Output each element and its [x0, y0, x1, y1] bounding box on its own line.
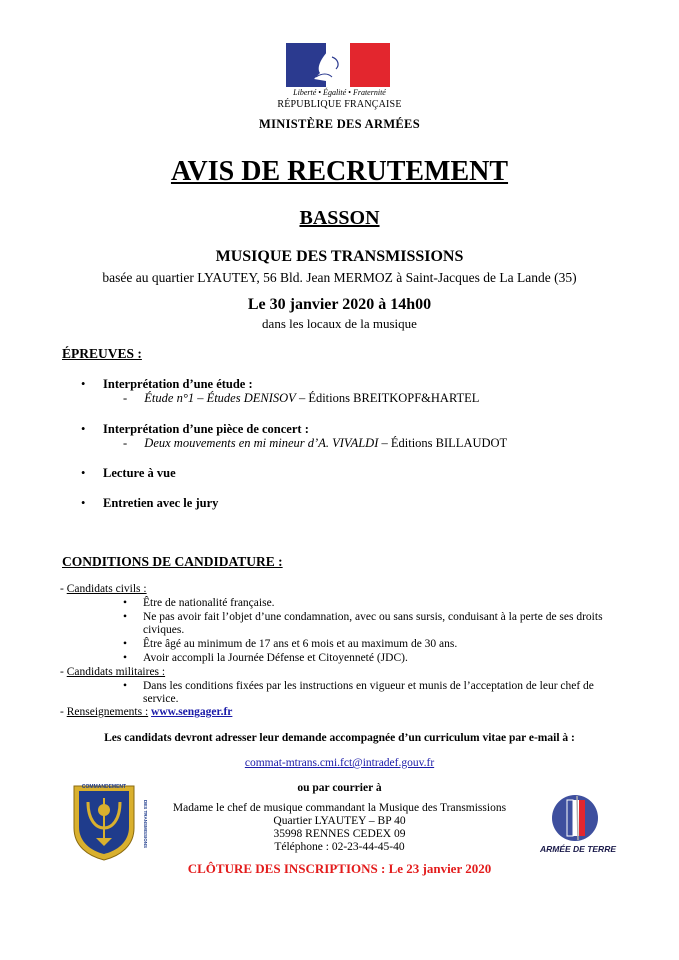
organization-name: MUSIQUE DES TRANSMISSIONS: [215, 248, 464, 265]
recipient-city: 35998 RENNES CEDEX 09: [273, 828, 406, 840]
detail-dash: -: [123, 391, 128, 405]
list-dash: -: [60, 666, 67, 678]
marianne-logo-icon: [286, 43, 390, 87]
detail-dash: -: [123, 436, 128, 450]
detail-italic: Étude n°1 – Études DENISOV: [144, 391, 296, 405]
militaires-label-text: Candidats militaires :: [66, 666, 166, 678]
detail-italic: Deux mouvements en mi mineur d’A. VIVALDI: [144, 436, 379, 450]
list-dash: -: [60, 583, 67, 595]
condition-item-cont: civiques.: [143, 624, 185, 636]
instrument-title: BASSON: [299, 207, 380, 229]
armee-de-terre-text: ARMÉE DE TERRE: [539, 844, 617, 854]
renseignements-label: Renseignements :: [66, 706, 149, 718]
detail-normal: – Éditions BREITKOPF&HARTEL: [295, 391, 480, 405]
epreuve-detail: [123, 436, 507, 451]
closing-deadline: CLÔTURE DES INSCRIPTIONS : Le 23 janvier 2020: [187, 861, 492, 876]
condition-item: • Ne pas avoir fait l’objet d’une condamnation, avec ou sans sursis, conduisant à la perte de ses droits: [143, 611, 603, 625]
page-title: AVIS DE RECRUTEMENT: [170, 156, 509, 187]
condition-item: • Avoir accompli la Journée Défense et Citoyenneté (JDC).: [143, 652, 408, 666]
sengager-link[interactable]: www.sengager.fr: [151, 706, 233, 718]
application-instruction: Les candidats devront adresser leur demande accompagnée d’un curriculum vitae par e-mail à :: [104, 732, 575, 744]
badge-text-side: DES TRANSMISSIONS: [143, 800, 148, 849]
renseignements-line: [60, 706, 232, 720]
audition-place: dans les locaux de la musique: [262, 316, 417, 331]
epreuve-item: • Lecture à vue: [103, 466, 176, 481]
commandement-transmissions-badge-icon: [70, 780, 138, 862]
candidats-civils-label: [60, 583, 147, 597]
armee-de-terre-logo-icon: [548, 794, 602, 842]
epreuve-item: • Entretien avec le jury: [103, 496, 218, 511]
recipient-street: Quartier LYAUTEY – BP 40: [273, 815, 406, 827]
badge-text-top: COMMANDEMENT: [81, 784, 127, 790]
condition-item-cont: service.: [143, 693, 179, 705]
or-mail-text: ou par courrier à: [297, 782, 382, 794]
epreuves-heading: ÉPREUVES :: [62, 346, 142, 361]
condition-item: • Être de nationalité française.: [143, 597, 275, 611]
epreuve-detail: [123, 391, 479, 406]
recipient-phone: Téléphone : 02-23-44-45-40: [274, 841, 405, 853]
republic-motto: Liberté • Égalité • Fraternité: [293, 88, 386, 97]
condition-item: • Dans les conditions fixées par les instructions en vigueur et munis de l’acceptation de leur chef de: [143, 680, 617, 694]
detail-normal: – Éditions BILLAUDOT: [378, 436, 508, 450]
recipient-name: Madame le chef de musique commandant la Musique des Transmissions: [172, 802, 507, 814]
email-link[interactable]: commat-mtrans.cmi.fct@intradef.gouv.fr: [244, 757, 435, 769]
civils-label-text: Candidats civils :: [66, 583, 147, 595]
ministry-name: MINISTÈRE DES ARMÉES: [259, 117, 420, 131]
candidats-militaires-label: [60, 666, 165, 680]
list-dash: -: [60, 706, 67, 718]
conditions-heading: CONDITIONS DE CANDIDATURE :: [62, 554, 283, 569]
epreuve-item: • Interprétation d’une pièce de concert :: [103, 422, 309, 437]
email-line: [0, 757, 679, 771]
epreuve-item: • Interprétation d’une étude :: [103, 377, 253, 392]
audition-date: Le 30 janvier 2020 à 14h00: [247, 296, 432, 313]
republic-name: RÉPUBLIQUE FRANÇAISE: [277, 99, 402, 110]
organization-address: basée au quartier LYAUTEY, 56 Bld. Jean MERMOZ à Saint-Jacques de La Lande (35): [102, 270, 577, 285]
condition-item: • Être âgé au minimum de 17 ans et 6 mois et au maximum de 30 ans.: [143, 638, 457, 652]
